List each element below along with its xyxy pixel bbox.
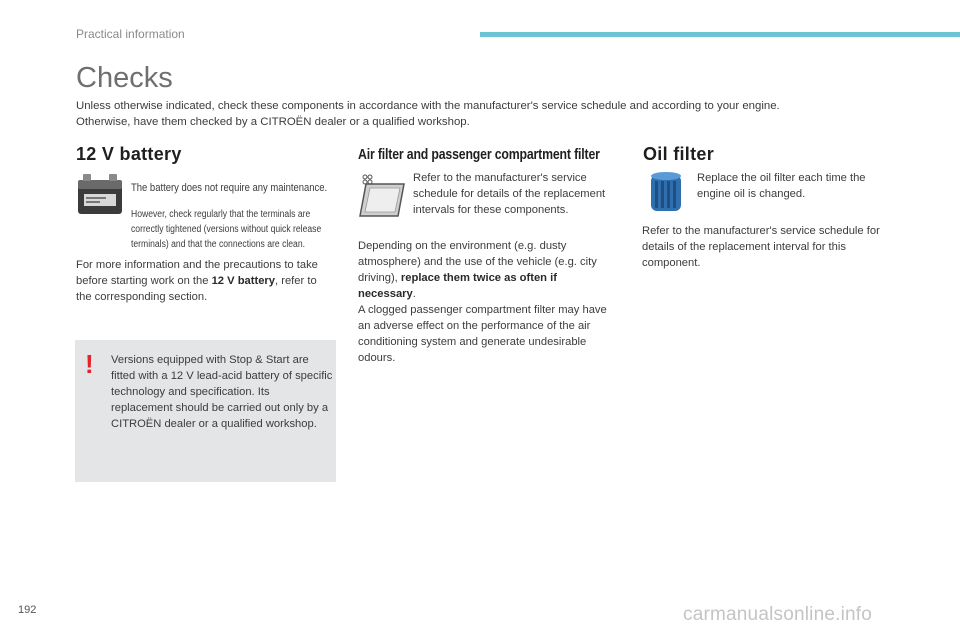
car-battery-icon bbox=[76, 172, 124, 216]
watermark: carmanualsonline.info bbox=[683, 604, 873, 625]
air-env-post: . bbox=[412, 288, 416, 300]
air-env-bold: replace them twice as often if necessary bbox=[358, 272, 557, 300]
air-filter-text: Refer to the manufacturer's service schedule for details of the replacement intervals for these components. bbox=[413, 172, 606, 216]
section-label: Practical information bbox=[76, 27, 185, 41]
air-filter-clogged: A clogged passenger compartment filter may have an adverse effect on the performance of the air conditioning system and generate undesirable odours. bbox=[358, 304, 607, 364]
warning-text: Versions equipped with Stop & Start are fitted with a 12 V lead-acid battery of specific technology and specification. Its replacement should be carried out only by a CITROËN dealer or a qualified workshop. bbox=[111, 354, 333, 430]
warning-icon: ! bbox=[85, 349, 94, 379]
oil-filter-heading: Oil filter bbox=[643, 144, 715, 164]
air-env-pre: Depending on the environment (e.g. dusty atmosphere) and the use of the vehicle (e.g. city driving), bbox=[358, 240, 597, 284]
air-filter-env bbox=[358, 238, 613, 302]
battery-more-pre: For more information and the precautions to take before starting work on the bbox=[76, 259, 318, 287]
battery-more-post: , refer to the corresponding section. bbox=[76, 275, 317, 303]
intro-line-2: Otherwise, have them checked by a CITROËN dealer or a qualified workshop. bbox=[76, 116, 470, 128]
oil-filter-more: Refer to the manufacturer's service schedule for details of the replacement interval for this component. bbox=[642, 225, 880, 269]
battery-text-2: However, check regularly that the terminals are correctly tightened (versions without quick release terminals) and that the connections are clean. bbox=[131, 209, 322, 250]
intro-text bbox=[76, 98, 896, 130]
oil-filter-text: Replace the oil filter each time the engine oil is changed. bbox=[697, 172, 866, 200]
oil-filter-icon bbox=[648, 171, 684, 213]
battery-more-info bbox=[76, 257, 331, 305]
battery-maintenance-text bbox=[131, 170, 333, 262]
air-filter-more bbox=[358, 238, 613, 366]
header-accent-bar bbox=[480, 32, 960, 37]
air-filter-heading: Air filter and passenger compartment filter bbox=[358, 146, 600, 163]
battery-heading: 12 V battery bbox=[76, 144, 182, 164]
page-title: Checks bbox=[76, 62, 173, 94]
battery-more-bold: 12 V battery bbox=[211, 275, 276, 287]
air-filter-icon bbox=[358, 172, 406, 220]
battery-text-1: The battery does not require any maintenance. bbox=[131, 182, 328, 194]
page-number: 192 bbox=[18, 604, 37, 616]
intro-line-1: Unless otherwise indicated, check these components in accordance with the manufacturer's service schedule and according to your engine. bbox=[76, 100, 780, 112]
